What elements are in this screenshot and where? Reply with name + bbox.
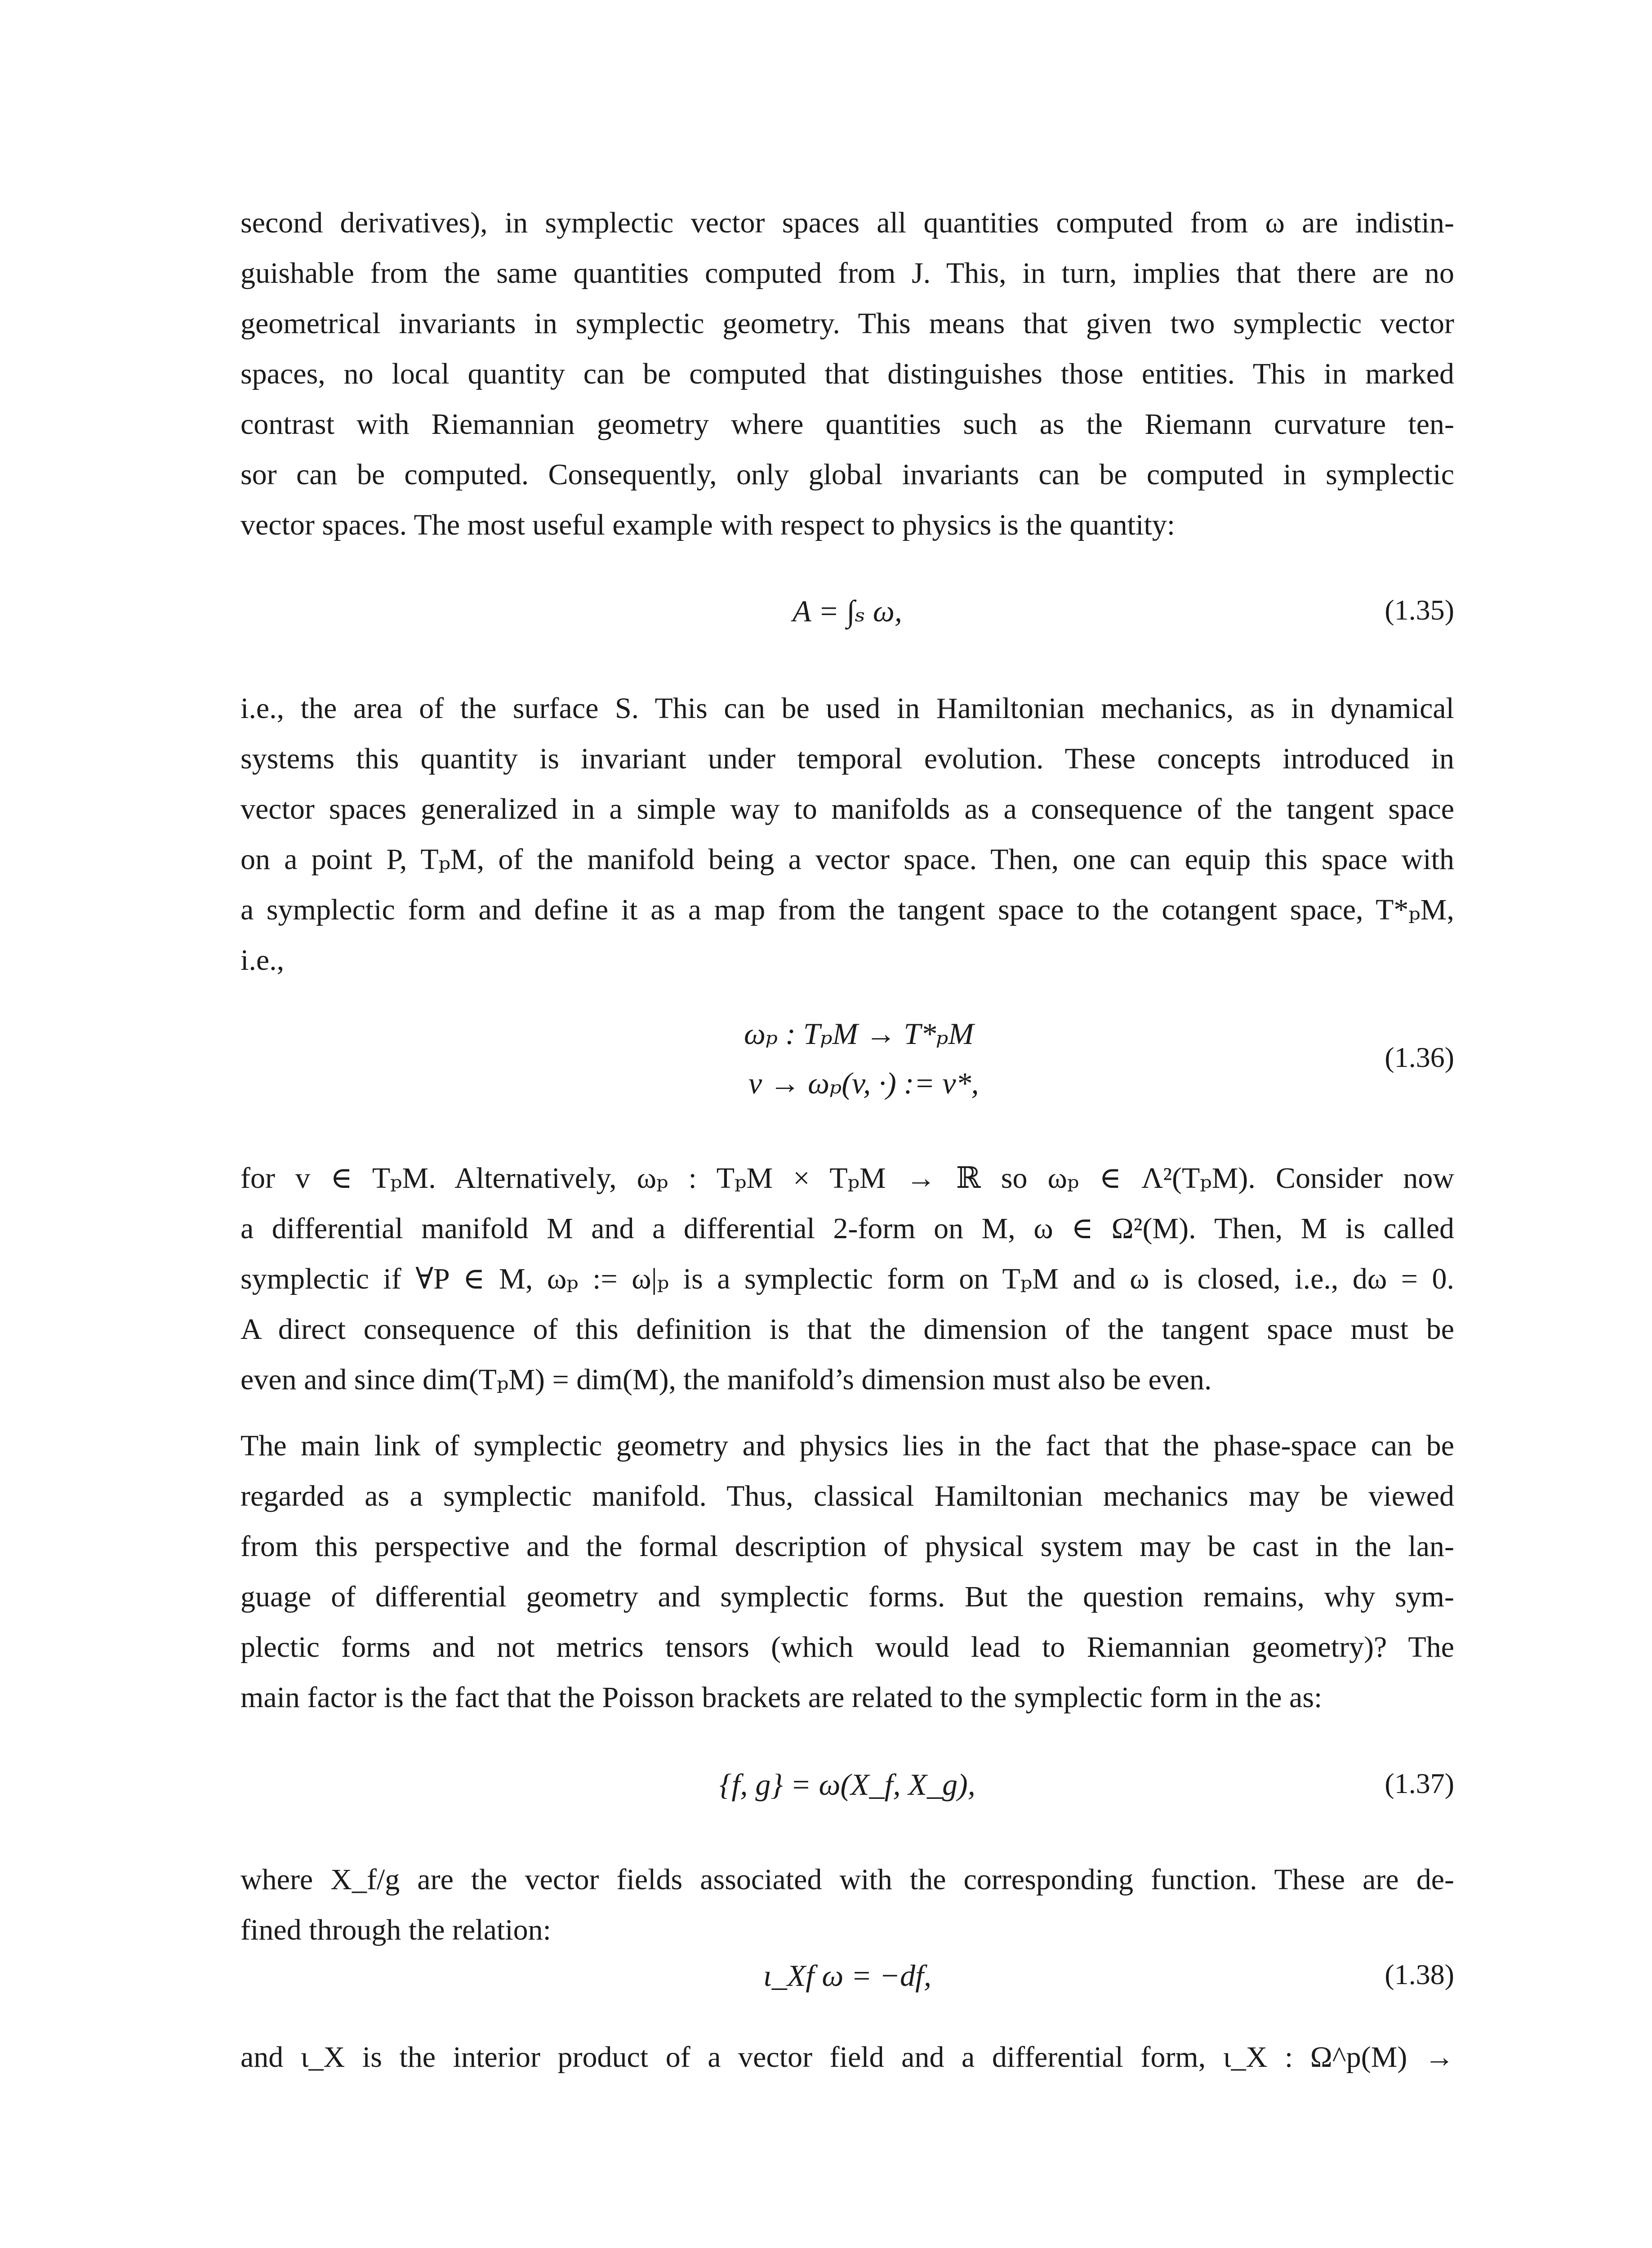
text-line: geometrical invariants in symplectic geometry. This means that given two symplectic vector [240, 307, 1454, 340]
equation-number: (1.36) [1385, 1041, 1454, 1073]
equation-number: (1.35) [1385, 594, 1454, 626]
paragraph-5 [240, 1855, 1454, 1955]
paragraph-1 [240, 198, 1454, 550]
text-line: second derivatives), in symplectic vector spaces all quantities computed from ω are indistin- [240, 206, 1454, 239]
text-line: regarded as a symplectic manifold. Thus, classical Hamiltonian mechanics may be viewed [240, 1480, 1454, 1512]
text-line: The main link of symplectic geometry and physics lies in the fact that the phase-space can be [240, 1429, 1454, 1462]
text-line: systems this quantity is invariant under temporal evolution. These concepts introduced in [240, 742, 1454, 775]
equation-number: (1.38) [1385, 1958, 1454, 1990]
text-line: contrast with Riemannian geometry where quantities such as the Riemann curvature ten- [240, 408, 1454, 441]
equation-1-37 [240, 1767, 1454, 1821]
equation-line-2: v → ωₚ(v, ·) := v*, [748, 1066, 979, 1100]
paragraph-4 [240, 1421, 1454, 1723]
text-line: guage of differential geometry and symplectic forms. But the question remains, why sym- [240, 1580, 1454, 1613]
equation-1-35 [240, 593, 1454, 647]
text-line: and ι_X is the interior product of a vector field and a differential form, ι_X : Ω^p(M) → [240, 2041, 1454, 2074]
text-line: fined through the relation: [240, 1913, 551, 1946]
text-line: guishable from the same quantities computed from J. This, in turn, implies that there are no [240, 257, 1454, 290]
text-line: from this perspective and the formal description of physical system may be cast in the lan- [240, 1530, 1454, 1563]
equation-body: A = ∫ₛ ω, [793, 594, 902, 628]
text-line: i.e., the area of the surface S. This can be used in Hamiltonian mechanics, as in dynamical [240, 692, 1454, 725]
text-line: spaces, no local quantity can be computed that distinguishes those entities. This in marked [240, 357, 1454, 390]
text-line: vector spaces. The most useful example with respect to physics is the quantity: [240, 508, 1176, 541]
text-line: even and since dim(TₚM) = dim(M), the manifold’s dimension must also be even. [240, 1363, 1212, 1396]
equation-line-1: ωₚ : TₚM → T*ₚM [744, 1017, 974, 1051]
equation-body: ι_Xf ω = −df, [763, 1958, 931, 1993]
text-line: plectic forms and not metrics tensors (which would lead to Riemannian geometry)? The [240, 1631, 1454, 1664]
text-line: for v ∈ TₚM. Alternatively, ωₚ : TₚM × TₚM → ℝ so ωₚ ∈ Λ²(TₚM). Consider now [240, 1162, 1454, 1195]
text-line: a differential manifold M and a differential 2-form on M, ω ∈ Ω²(M). Then, M is called [240, 1212, 1454, 1245]
text-line: where X_f/g are the vector fields associated with the corresponding function. These are de- [240, 1863, 1454, 1896]
text-line: vector spaces generalized in a simple way to manifolds as a consequence of the tangent space [240, 793, 1454, 825]
paragraph-2 [240, 683, 1454, 986]
text-line: sor can be computed. Consequently, only global invariants can be computed in symplectic [240, 458, 1454, 491]
text-line: symplectic if ∀P ∈ M, ωₚ := ω|ₚ is a symplectic form on TₚM and ω is closed, i.e., dω = 0. [240, 1262, 1454, 1295]
text-line: A direct consequence of this definition is that the dimension of the tangent space must be [240, 1313, 1454, 1346]
equation-body: {f, g} = ω(X_f, X_g), [719, 1767, 975, 1802]
equation-number: (1.37) [1385, 1767, 1454, 1799]
paragraph-6 [240, 2032, 1454, 2083]
equation-1-38 [240, 1958, 1454, 2012]
text-line: i.e., [240, 944, 285, 977]
text-line: main factor is the fact that the Poisson brackets are related to the symplectic form in the as: [240, 1681, 1322, 1714]
text-line: a symplectic form and define it as a map from the tangent space to the cotangent space, T*ₚM, [240, 893, 1454, 926]
equation-1-36 [240, 1016, 1454, 1124]
paragraph-3 [240, 1153, 1454, 1405]
text-line: on a point P, TₚM, of the manifold being a vector space. Then, one can equip this space with [240, 843, 1454, 876]
